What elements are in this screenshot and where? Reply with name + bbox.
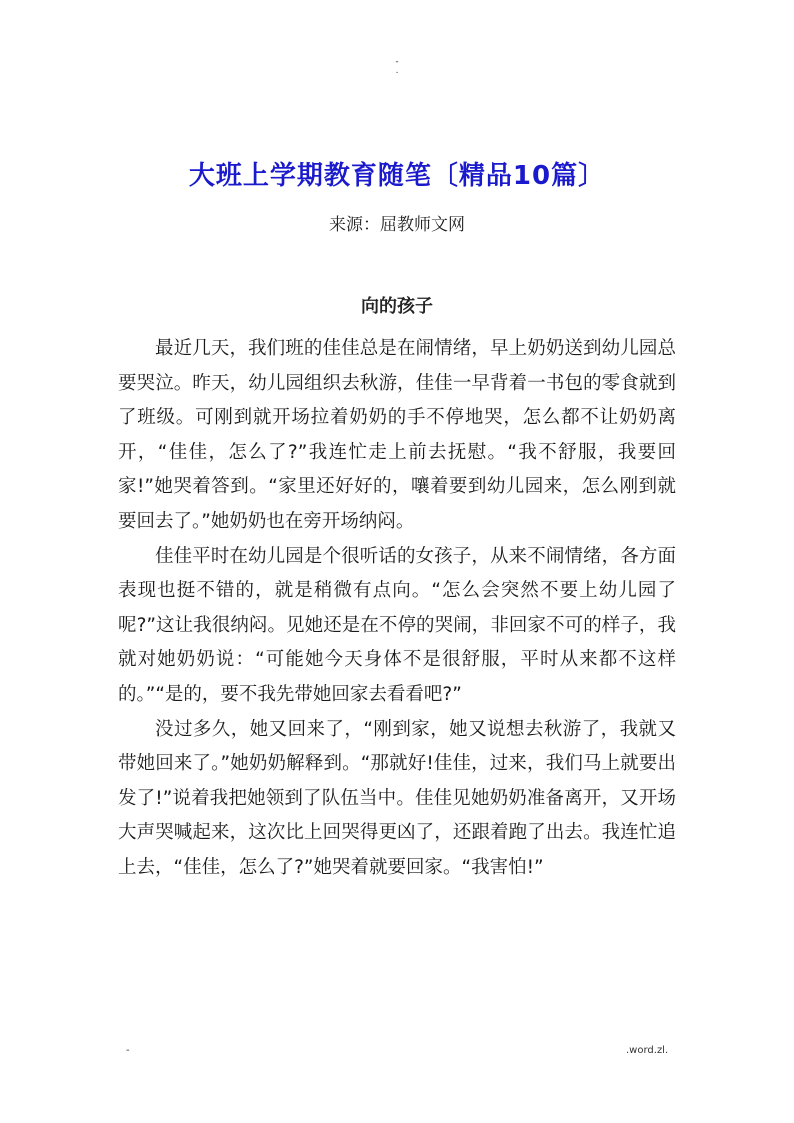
footer-left: - bbox=[126, 1045, 130, 1056]
footer-right: .word.zl. bbox=[626, 1045, 669, 1056]
paragraph-2: 佳佳平时在幼儿园是个很听话的女孩子，从来不闹情绪，各方面表现也挺不错的，就是稍微有点向。“怎么会突然不要上幼儿园了呢?”这让我很纳闷。见她还是在不停的哭闹，非回家不可的样子，我就对她奶奶说：“可能她今天身体不是很舒服，平时从来都不这样的。”“是的，要不我先带她回家去看看吧?” bbox=[118, 545, 676, 705]
header-mark-line2: . bbox=[395, 66, 399, 76]
header-mark bbox=[0, 58, 794, 76]
section-title: 向的孩子 bbox=[361, 296, 433, 317]
document-body bbox=[118, 332, 676, 886]
paragraph-1: 最近几天，我们班的佳佳总是在闹情绪，早上奶奶送到幼儿园总要哭泣。昨天，幼儿园组织去秋游，佳佳一早背着一书包的零食就到了班级。可刚到就开场拉着奶奶的手不停地哭，怎么都不让奶奶离开，“佳佳，怎么了?”我连忙走上前去抚慰。“我不舒服，我要回家!”她哭着答到。“家里还好好的，嚷着要到幼儿园来，怎么刚到就要回去了。”她奶奶也在旁开场纳闷。 bbox=[118, 338, 676, 532]
paragraph-3: 没过多久，她又回来了，“刚到家，她又说想去秋游了，我就又带她回来了。”她奶奶解释到。“那就好!佳佳，过来，我们马上就要出发了!”说着我把她领到了队伍当中。佳佳见她奶奶准备离开，又开场大声哭喊起来，这次比上回哭得更凶了，还跟着跑了出去。我连忙追上去，“佳佳，怎么了?”她哭着就要回家。“我害怕!” bbox=[118, 718, 676, 878]
header-mark-line1: - bbox=[395, 57, 399, 67]
document-title: 大班上学期教育随笔〔精品10篇〕 bbox=[188, 161, 606, 191]
document-source: 来源：屈教师文网 bbox=[329, 215, 465, 235]
